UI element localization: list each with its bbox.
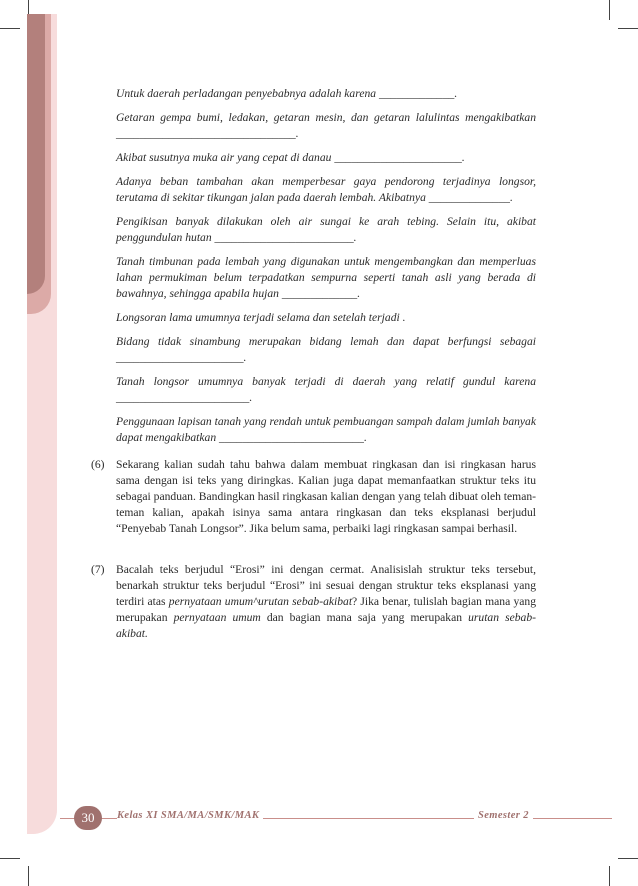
statement-item: Akibat susutnya muka air yang cepat di danau ______________________.: [116, 151, 465, 164]
statement-item: Tanah longsor umumnya banyak terjadi di daerah yang relatif gundul karena _______________________.: [116, 375, 536, 404]
crop-mark: [609, 0, 610, 20]
statement-item: Pengikisan banyak dilakukan oleh air sungai ke arah tebing. Selain itu, akibat penggundulan hutan ________________________.: [116, 215, 536, 244]
statement-item: Untuk daerah perladangan penyebabnya adalah karena _____________.: [116, 87, 458, 100]
item-text: Sekarang kalian sudah tahu bahwa dalam membuat ringkasan dan isi ringkasan harus sama dengan isi teks yang diringkas. Kalian juga dapat memanfaatkan struktur teks itu sebagai panduan. Bandingkan hasil ringkasan kalian dengan yang telah dibuat oleh teman-teman kalian, apakah isinya sama antara ringkasan dan teks eksplanasi berjudul “Penyebab Tanah Longsor”. Jika belum sama, perbaiki lagi ringkasan sampai berhasil.: [116, 458, 536, 535]
numbered-item-6: [91, 457, 536, 537]
footer-class-label: Kelas XI SMA/MA/SMK/MAK: [117, 810, 263, 821]
crop-mark: [609, 866, 610, 886]
item-text-part: dan bagian mana saja yang merupakan: [260, 611, 469, 624]
numbered-item-7: [91, 562, 536, 642]
item-number: (7): [91, 563, 105, 576]
statement-item: Penggunaan lapisan tanah yang rendah untuk pembuangan sampah dalam jumlah banyak dapat mengakibatkan _________________________.: [116, 415, 536, 444]
page-number: 30: [74, 806, 102, 830]
crop-mark: [28, 866, 29, 886]
item-text: [116, 562, 536, 642]
statement-list: [116, 86, 536, 454]
item-text-emphasis: pernyataan umum^urutan sebab-akibat: [168, 595, 353, 608]
item-text-part: Bacalah teks berjudul “Erosi” ini dengan cermat. Analisislah struktur teks tersebut, benarkah struktur teks berjudul “Erosi” ini sesuai dengan struktur teks eksplanasi yang terdiri atas: [116, 563, 536, 608]
crop-mark: [618, 858, 638, 859]
footer-semester-label: Semester 2: [474, 810, 533, 821]
statement-item: Adanya beban tambahan akan memperbesar gaya pendorong terjadinya longsor, terutama di sekitar tikungan jalan pada daerah lembah. Akibatnya ______________.: [116, 175, 536, 204]
item-number: (6): [91, 458, 105, 471]
side-band-dark: [27, 14, 45, 294]
crop-mark: [0, 28, 20, 29]
statement-item: Bidang tidak sinambung merupakan bidang lemah dan dapat berfungsi sebagai ______________________.: [116, 335, 536, 364]
crop-mark: [0, 858, 20, 859]
item-text-part: ? Jika benar, tulislah bagian mana yang merupakan: [116, 595, 536, 624]
item-text-emphasis: pernyataan umum: [173, 611, 261, 624]
statement-item: Getaran gempa bumi, ledakan, getaran mesin, dan getaran lalulintas mengakibatkan _______________________________.: [116, 111, 536, 140]
item-text-emphasis: urutan sebab-akibat.: [116, 611, 536, 640]
crop-mark: [618, 28, 638, 29]
statement-item: Longsoran lama umumnya terjadi selama dan setelah terjadi .: [116, 311, 406, 324]
statement-item: Tanah timbunan pada lembah yang digunakan untuk mengembangkan dan memperluas lahan permukiman belum terpadatkan sempurna seperti tanah asli yang berada di bawahnya, sehingga apabila hujan _____________.: [116, 255, 536, 300]
